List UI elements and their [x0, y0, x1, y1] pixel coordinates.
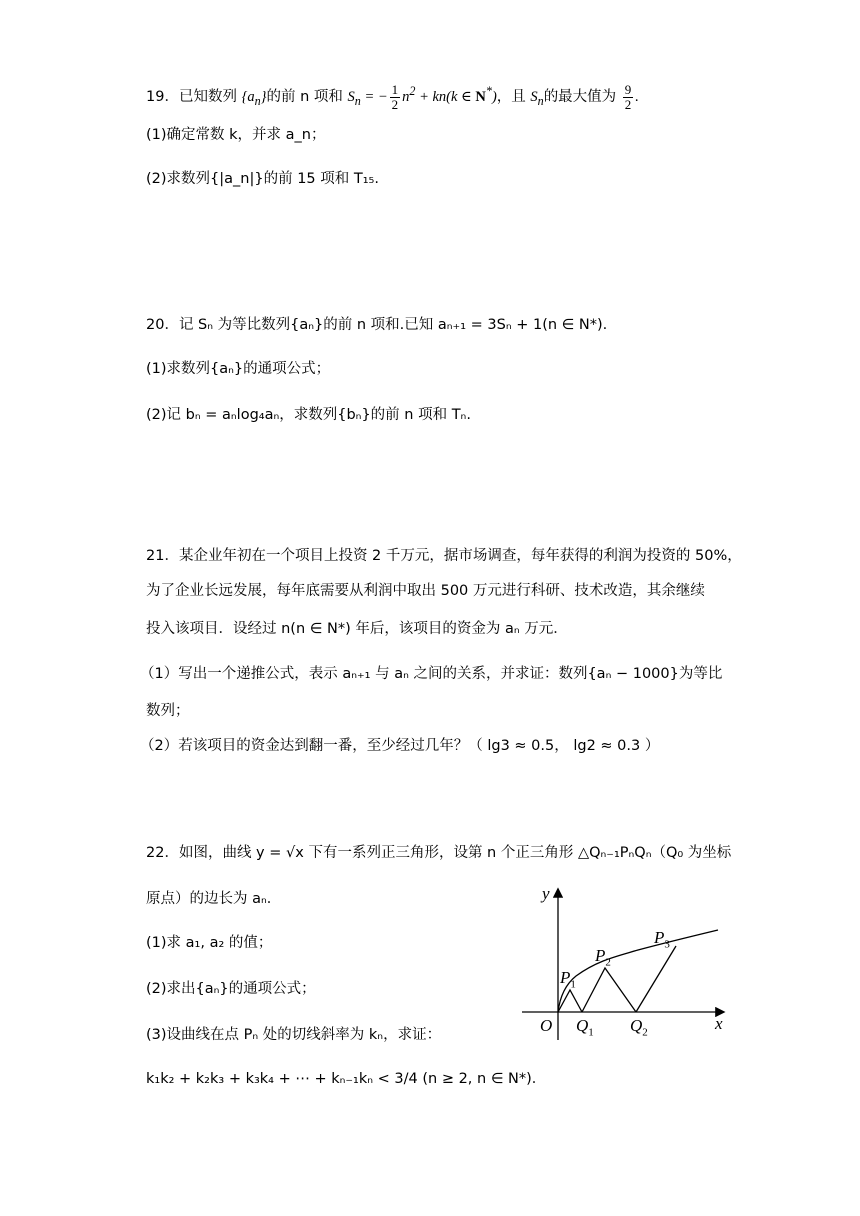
- part-label: (2): [146, 171, 167, 187]
- problem-22-stem-line-2: [146, 888, 281, 910]
- problem-20-stem: [146, 314, 607, 336]
- part-label: (2): [146, 981, 167, 997]
- x-axis-label: x: [715, 1014, 723, 1033]
- part-text: 若该项目的资金达到翻一番，至少经过几年？（ lg3 ≈ 0.5， lg2 ≈ 0.3 ）: [178, 738, 660, 754]
- problem-22-part-1: [146, 932, 272, 954]
- problem-text: 为了企业长远发展，每年底需要从利润中取出 500 万元进行科研、技术改造，其余继续: [146, 583, 705, 599]
- triangle-2: [582, 968, 636, 1012]
- y-axis-label: y: [542, 884, 550, 903]
- problem-22-inequality: [146, 1068, 546, 1090]
- problem-19-part-2: [146, 168, 379, 190]
- part-label: (2): [146, 407, 167, 423]
- math-expression: $S_n$: [530, 88, 544, 108]
- problem-text: 已知数列: [178, 88, 237, 105]
- sqrt-curve: [558, 930, 718, 1012]
- problem-21-stem-line-2: [146, 580, 705, 602]
- math-expression: $S_n$ = − $\frac{1}{2}$ $n^2 + kn(k$ ∈ N*): [347, 82, 497, 112]
- part-label: (1): [146, 361, 167, 377]
- problem-22-stem-line-1: [146, 842, 731, 864]
- part-text: 求出{aₙ}的通项公式；: [166, 981, 316, 997]
- problem-20-part-2: [146, 404, 471, 426]
- point-q2-label: $Q_2$: [630, 1016, 648, 1039]
- part-text: 设曲线在点 Pₙ 处的切线斜率为 kₙ，求证：: [166, 1027, 442, 1043]
- problem-20-part-1: [146, 358, 330, 380]
- problem-text: 原点）的边长为 aₙ．: [146, 891, 282, 907]
- problem-19-part-1: [146, 124, 326, 146]
- problem-text: 的前 n 项和: [266, 88, 343, 105]
- triangle-1: [558, 990, 582, 1012]
- problem-text: 某企业年初在一个项目上投资 2 千万元，据市场调查，每年获得的利润为投资的 50%，: [178, 548, 742, 564]
- problem-22-part-2: [146, 978, 316, 1000]
- problem-21-part-1-cont: [146, 700, 190, 722]
- point-p2-label: $P_2$: [595, 946, 611, 969]
- part-text: 求数列{|a_n|}的前 15 项和 T₁₅.: [166, 171, 379, 187]
- part-label: （2）: [140, 738, 179, 754]
- part-text: 求 a₁, a₂ 的值；: [166, 935, 273, 951]
- part-label: (1): [146, 127, 167, 143]
- problem-text: ，且: [496, 88, 526, 105]
- part-text: 求数列{aₙ}的通项公式；: [166, 361, 331, 377]
- part-text: 确定常数 k，并求 a_n；: [166, 127, 326, 143]
- point-q1-label: $Q_1$: [576, 1016, 594, 1039]
- problem-22-part-3: [146, 1024, 441, 1046]
- point-p3-label: $P_3$: [654, 928, 670, 951]
- math-expression: $\frac{9}{2}$ .: [624, 82, 639, 112]
- problem-number: 19．: [146, 88, 179, 105]
- problem-21-part-1: [140, 663, 722, 685]
- triangle-3: [636, 946, 676, 1012]
- part-label: (1): [146, 935, 167, 951]
- problem-number: 21．: [146, 548, 179, 564]
- problem-number: 22．: [146, 845, 179, 861]
- part-text: 写出一个递推公式，表示 aₙ₊₁ 与 aₙ 之间的关系，并求证：数列{aₙ − 1000}为等比: [178, 666, 723, 682]
- problem-text: 投入该项目．设经过 n(n ∈ N*) 年后，该项目的资金为 aₙ 万元．: [146, 621, 568, 637]
- part-label: (3): [146, 1027, 167, 1043]
- problem-text: 记 Sₙ 为等比数列{aₙ}的前 n 项和.已知 aₙ₊₁ = 3Sₙ + 1(n ∈ N*).: [178, 317, 608, 333]
- problem-21-part-2: [140, 735, 659, 757]
- curve-triangles-figure: [518, 884, 730, 1044]
- point-p1-label: $P_1$: [560, 968, 576, 991]
- problem-21-stem-line-1: [146, 545, 742, 567]
- math-expression: $\{a_n\}$: [241, 88, 267, 108]
- problem-text: 如图，曲线 y = √x 下有一系列正三角形，设第 n 个正三角形 △Qₙ₋₁PₙQₙ（Q₀ 为坐标: [178, 845, 732, 861]
- part-text: 数列；: [146, 703, 190, 719]
- part-text: 记 bₙ = aₙlog₄aₙ，求数列{bₙ}的前 n 项和 Tₙ.: [166, 407, 471, 423]
- part-text: k₁k₂ + k₂k₃ + k₃k₄ + ⋯ + kₙ₋₁kₙ < 3/4 (n ≥ 2, n ∈ N*)．: [146, 1071, 547, 1087]
- part-label: （1）: [140, 666, 179, 682]
- problem-21-stem-line-3: [146, 618, 568, 640]
- problem-19-stem: [146, 80, 639, 112]
- origin-label: O: [540, 1016, 553, 1035]
- problem-text: 的最大值为: [543, 88, 617, 105]
- problem-number: 20．: [146, 317, 179, 333]
